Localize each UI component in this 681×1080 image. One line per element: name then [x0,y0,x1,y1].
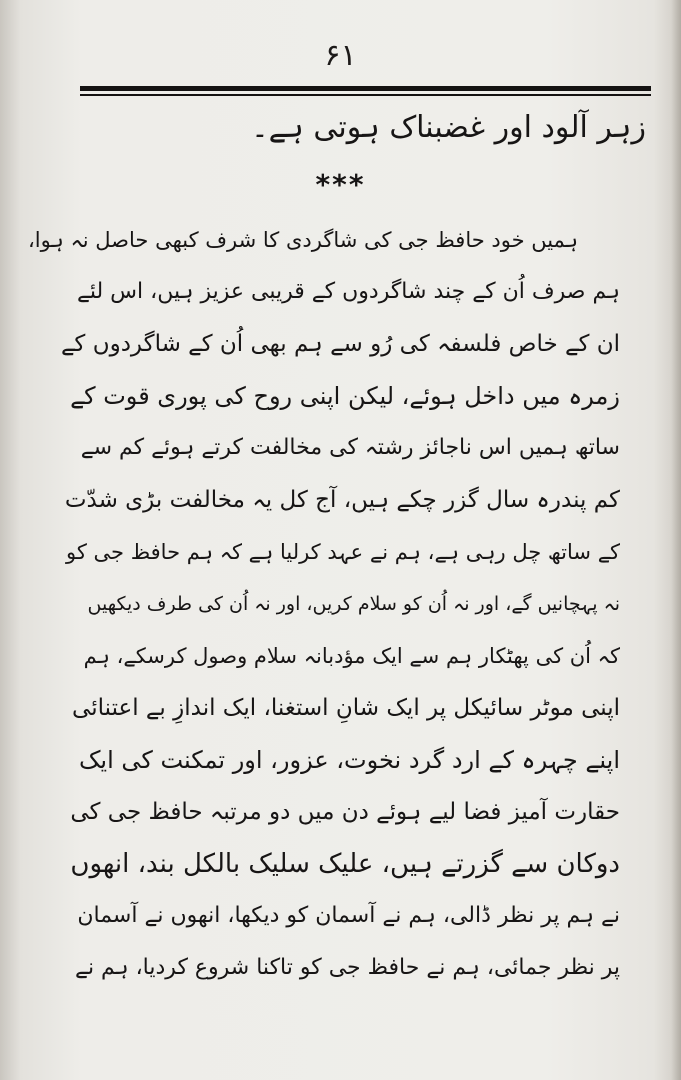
paragraph-line: ہم صرف اُن کے چند شاگردوں کے قریبی عزیز ہیں، اس لئے [76,279,620,304]
paragraph-line: نے ہم پر نظر ڈالی، ہم نے آسمان کو دیکھا، انھوں نے آسمان [77,903,620,928]
paragraph-line: کے ساتھ چل رہی ہے، ہم نے عہد کرلیا ہے کہ ہم حافظ جی کو [66,540,620,564]
header-rule-thin [80,94,651,96]
paragraph-line: حقارت آمیز فضا لیے ہوئے دن میں دو مرتبہ حافظ جی کی [70,799,620,825]
paragraph-line: اپنی موٹر سائیکل پر ایک شانِ استغنا، ایک اندازِ بے اعتنائی [72,695,620,721]
section-separator: *** [315,168,366,201]
paragraph-line: زمرہ میں داخل ہوئے، لیکن اپنی روح کی پوری قوت کے [70,382,620,410]
paragraph-line: پر نظر جمائی، ہم نے حافظ جی کو تاکنا شروع کردیا، ہم نے [75,955,620,980]
page-number: ۶۱ [324,38,357,73]
paragraph-line: ہمیں خود حافظ جی کی شاگردی کا شرف کبھی حاصل نہ ہوا، [28,228,578,252]
paragraph-line: دوکان سے گزرتے ہیں، علیک سلیک بالکل بند، انھوں [70,849,620,879]
paragraph-line: ساتھ ہمیں اس ناجائز رشتہ کی مخالفت کرتے ہوئے کم سے [80,435,620,460]
header-rule-thick [80,86,651,91]
paragraph-line: ان کے خاص فلسفہ کی رُو سے ہم بھی اُن کے شاگردوں کے [60,331,620,357]
paragraph-line: کم پندرہ سال گزر چکے ہیں، آج کل یہ مخالفت بڑی شدّت [64,487,620,513]
page-edge-shadow [671,0,681,1080]
opening-line: زہر آلود اور غضبناک ہوتی ہے۔ [251,110,646,145]
paragraph-line: کہ اُن کی پھٹکار ہم سے ایک مؤدبانہ سلام وصول کرسکے، ہم [83,644,620,668]
paragraph-line: نہ پہچانیں گے، اور نہ اُن کو سلام کریں، اور نہ اُن کی طرف دیکھیں [87,593,620,615]
paragraph-line: اپنے چہرہ کے ارد گرد نخوت، عزور، اور تمکنت کی ایک [78,746,620,774]
